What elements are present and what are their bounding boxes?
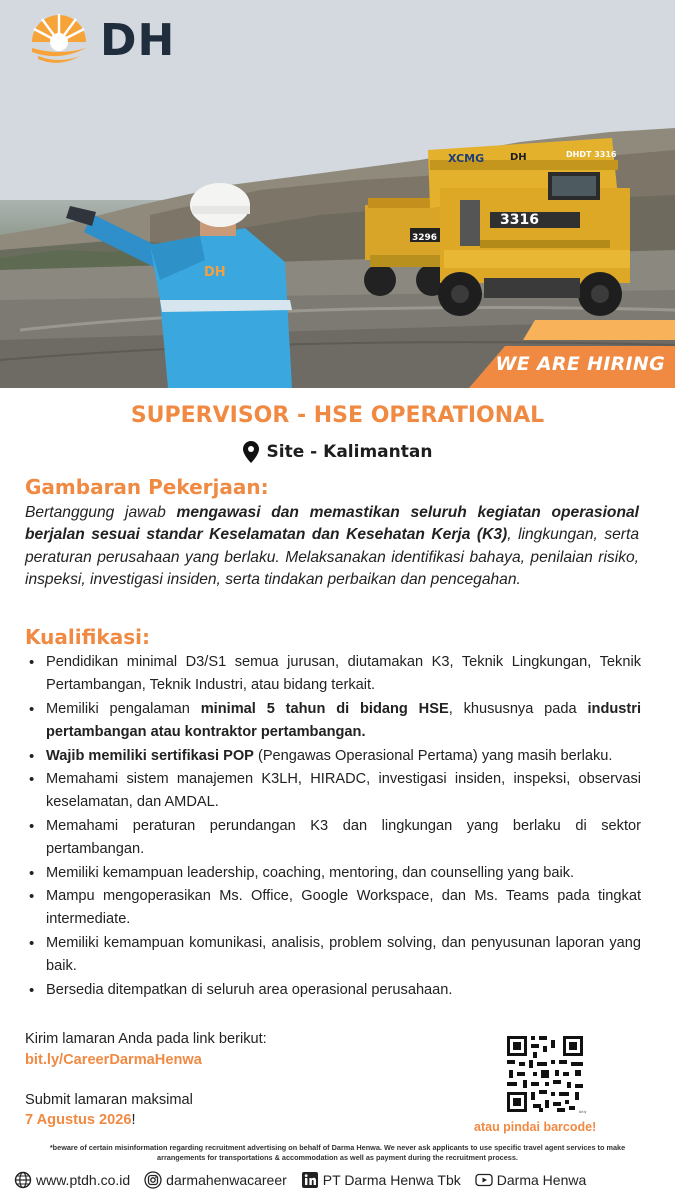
list-item [25, 698, 641, 745]
sun-logo-icon [28, 12, 90, 68]
deadline-suffix: ! [131, 1112, 136, 1128]
qualification-text: Mampu mengoperasikan Ms. Office, Google Workspace, dan Ms. Teams pada tingkat intermediate. [46, 888, 641, 928]
apply-label: Kirim lamaran Anda pada link berikut: [25, 1031, 267, 1047]
footer-website[interactable] [14, 1171, 130, 1189]
description-heading: Gambaran Pekerjaan: [25, 475, 269, 499]
list-item [25, 862, 641, 885]
truck-number-back: 3296 [412, 233, 438, 243]
qualification-text: , khususnya pada [448, 700, 588, 717]
truck-number-front: 3316 [500, 212, 539, 228]
list-item [25, 885, 641, 932]
qr-code-icon[interactable] [505, 1034, 585, 1114]
linkedin-text: PT Darma Henwa Tbk [322, 1172, 461, 1188]
qualification-text: (Pengawas Operasional Pertama) yang masih berlaku. [253, 747, 613, 764]
instagram-text: darmahenwacareer [166, 1172, 287, 1188]
qualification-text: Pendidikan minimal D3/S1 semua jurusan, diutamakan K3, Teknik Lingkungan, Teknik Pertambangan, Teknik Industri, atau bidang terkait. [46, 654, 641, 694]
logo-text: DH [100, 14, 176, 66]
globe-icon [14, 1171, 32, 1189]
qr-brand: bitly [579, 1110, 587, 1114]
footer-youtube[interactable] [475, 1171, 586, 1189]
description-bold-part: mengawasi dan memastikan seluruh kegiatan operasional berjalan sesuai standar Keselamatan dan Kesehatan Kerja (K3) [25, 504, 639, 544]
footer-contacts [14, 1169, 664, 1191]
job-title: SUPERVISOR - HSE OPERATIONAL [130, 403, 545, 428]
disclaimer-text: *beware of certain misinformation regarding recruitment advertising on behalf of Darma Henwa. We never ask applicants to use specific travel agent services to make arrangements for transportations & accommodation as well as payment during the recruitment process. [49, 1143, 626, 1162]
footer-linkedin[interactable] [301, 1171, 461, 1189]
instagram-icon [144, 1171, 162, 1189]
company-logo [28, 12, 175, 68]
location-text: Site - Kalimantan [266, 442, 433, 462]
qualification-text: Memiliki kemampuan leadership, coaching, mentoring, dan counselling yang baik. [46, 864, 575, 881]
apply-link[interactable]: bit.ly/CareerDarmaHenwa [25, 1052, 202, 1068]
qualification-bold: minimal 5 tahun di bidang HSE [200, 700, 449, 717]
deadline-date [25, 1112, 136, 1128]
description-part: Bertanggung jawab [25, 504, 177, 521]
location-pin-icon [243, 441, 259, 463]
list-item [25, 815, 641, 862]
truck-brand-label: XCMG [448, 152, 485, 165]
qualification-bold: Wajib memiliki sertifikasi POP [46, 747, 254, 764]
description-text [25, 502, 639, 592]
list-item [25, 932, 641, 979]
truck-plate-label: DHDT 3316 [566, 150, 617, 159]
qualification-text: Memahami sistem manajemen K3LH, HIRADC, investigasi insiden, inspeksi, observasi keselamatan, dan AMDAL. [46, 771, 641, 811]
deadline-date-text: 7 Agustus 2026 [25, 1112, 132, 1128]
qualifications-list [25, 651, 641, 1002]
youtube-icon [475, 1171, 493, 1189]
qualification-text: Memahami peraturan perundangan K3 dan lingkungan yang berlaku di sektor pertambangan. [46, 817, 641, 858]
description-part: , lingkungan, serta peraturan perusahaan yang berlaku. Melaksanakan identifikasi bahaya, penilaian risiko, inspeksi, investigasi insiden, serta tindakan perbaikan dan pencegahan. [25, 526, 639, 589]
truck-logo-label: DH [510, 152, 527, 163]
list-item [25, 651, 641, 698]
qualification-bold: industri pertambangan atau kontraktor pertambangan. [46, 700, 642, 741]
qualifications-heading: Kualifikasi: [25, 625, 150, 649]
deadline-label: Submit lamaran maksimal [25, 1092, 193, 1108]
website-text: www.ptdh.co.id [36, 1172, 131, 1188]
list-item [25, 768, 641, 815]
qualification-text: Memiliki kemampuan komunikasi, analisis, problem solving, dan penyusunan laporan yang baik. [46, 934, 641, 975]
job-location [0, 441, 675, 463]
footer-instagram[interactable] [144, 1171, 287, 1189]
qr-caption: atau pindai barcode! [474, 1120, 597, 1134]
youtube-text: Darma Henwa [496, 1172, 587, 1188]
list-item [25, 745, 641, 768]
vest-logo-label: DH [204, 265, 226, 280]
hiring-banner-text: WE ARE HIRING [495, 353, 665, 375]
hero-banner [0, 0, 675, 388]
qualification-text: Bersedia ditempatkan di seluruh area operasional perusahaan. [46, 981, 453, 998]
list-item [25, 979, 641, 1002]
linkedin-icon [301, 1171, 319, 1189]
qualification-text: Memiliki pengalaman [46, 700, 201, 717]
